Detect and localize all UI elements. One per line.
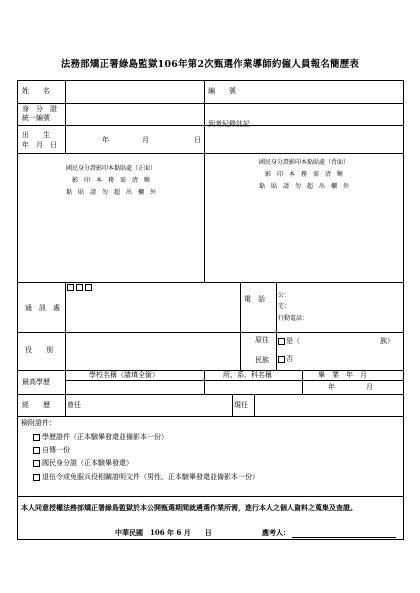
career-current-field[interactable] xyxy=(255,395,402,415)
service-label: 役 別 xyxy=(25,346,53,354)
doc-item-autobiography: 自傳一份 xyxy=(42,446,70,454)
birth-label-line1: 出 生 xyxy=(22,131,50,139)
service-field[interactable] xyxy=(66,333,239,369)
career-label: 經 歷 xyxy=(22,401,50,409)
postal-code-box-2[interactable] xyxy=(76,284,83,291)
signature-line[interactable] xyxy=(292,537,396,538)
id-back-paste-area xyxy=(205,154,403,281)
doc-checkbox-military[interactable] xyxy=(33,474,40,481)
doc-checkbox-id-card[interactable] xyxy=(33,460,40,467)
aboriginal-yes-checkbox[interactable] xyxy=(278,338,285,345)
phone-label: 電 話 xyxy=(244,295,265,303)
serial-label: 編 號 xyxy=(208,87,236,95)
id-front-note-margin: 黏 貼 請 勿 超 出 欄 外 xyxy=(65,189,156,196)
postal-code-box-1[interactable] xyxy=(67,284,74,291)
footer-signer-label: 應考人： xyxy=(262,528,290,537)
aboriginal-tribe-label: 族） xyxy=(380,337,394,345)
name-field[interactable] xyxy=(66,82,203,102)
aboriginal-no-checkbox[interactable] xyxy=(278,356,285,363)
birth-month: 月 xyxy=(142,136,149,144)
docs-label: 檢附證件： xyxy=(21,419,56,427)
grad-year: 年 xyxy=(328,383,335,391)
grad-month: 月 xyxy=(366,383,373,391)
aboriginal-label-2: 民族 xyxy=(255,356,269,364)
birth-label-line2: 年 月 日 xyxy=(22,141,57,149)
postal-code-box-3[interactable] xyxy=(85,284,92,291)
career-past-label: 曾任 xyxy=(67,401,81,409)
id-front-note-clear: 影 印 本 務 需 清 晰 xyxy=(71,177,150,184)
id-number-field[interactable] xyxy=(66,104,203,124)
doc-checkbox-education[interactable] xyxy=(33,434,40,441)
dept-field[interactable] xyxy=(205,381,301,393)
address-label: 通 訊 處 xyxy=(25,304,60,312)
aboriginal-label: 原住 xyxy=(255,336,269,344)
aboriginal-yes-label: 是（ xyxy=(286,337,300,345)
id-back-title: 國民身分證影印本黏貼處（背面） xyxy=(258,159,349,166)
career-current-label: 現任 xyxy=(234,401,248,409)
id-label-line2: 統一編號 xyxy=(22,114,50,122)
birth-year: 年 xyxy=(102,136,109,144)
id-front-title: 國民身分證影印本黏貼處（正面） xyxy=(65,165,156,172)
doc-item-military: 退伍令或免服兵役相關證明文件（男性、正本驗畢發還並備影本一份） xyxy=(42,473,259,481)
phone-mobile[interactable]: 行動電話： xyxy=(278,315,309,322)
id-front-paste-area xyxy=(19,154,203,281)
consent-statement: 本人同意授權法務部矯正署綠島監獄於本公開甄選期間就遴選作業所需，進行本人之個人資料之蒐集及查證。 xyxy=(21,503,357,512)
career-past-field[interactable] xyxy=(82,395,231,415)
name-label: 姓 名 xyxy=(22,87,50,95)
id-label-line1: 身 分 證 xyxy=(22,105,57,113)
footer-date: 中華民國 106 年 6 月 日 xyxy=(115,528,212,537)
exam-note-label: 到考紀錄註記 xyxy=(208,120,250,128)
edu-label: 最高學歷 xyxy=(22,378,50,386)
application-form xyxy=(17,80,404,540)
id-back-note-clear: 影 印 本 務 需 清 晰 xyxy=(264,171,343,178)
address-field[interactable] xyxy=(66,293,239,331)
doc-item-id-card: 國民身分證（正本驗畢發還） xyxy=(42,459,133,467)
doc-checkbox-autobiography[interactable] xyxy=(33,447,40,454)
doc-item-education: 學歷證件（正本驗畢發還並備影本一份） xyxy=(42,433,168,441)
grad-header: 畢 業 年 月 xyxy=(318,371,367,379)
phone-home[interactable]: 宅： xyxy=(278,303,291,310)
phone-office[interactable]: 公： xyxy=(278,292,291,299)
dept-header: 所、系、科名稱 xyxy=(223,371,272,379)
school-field[interactable] xyxy=(66,381,203,393)
aboriginal-no-label: 否 xyxy=(286,355,293,363)
id-back-note-margin: 黏 貼 請 勿 超 出 欄 外 xyxy=(258,183,349,190)
form-title: 法務部矯正署綠島監獄106年第2次甄選作業導師約僱人員報名簡歷表 xyxy=(60,59,360,70)
school-header: 學校名稱（請填全銜） xyxy=(89,371,159,379)
birth-day: 日 xyxy=(194,136,201,144)
